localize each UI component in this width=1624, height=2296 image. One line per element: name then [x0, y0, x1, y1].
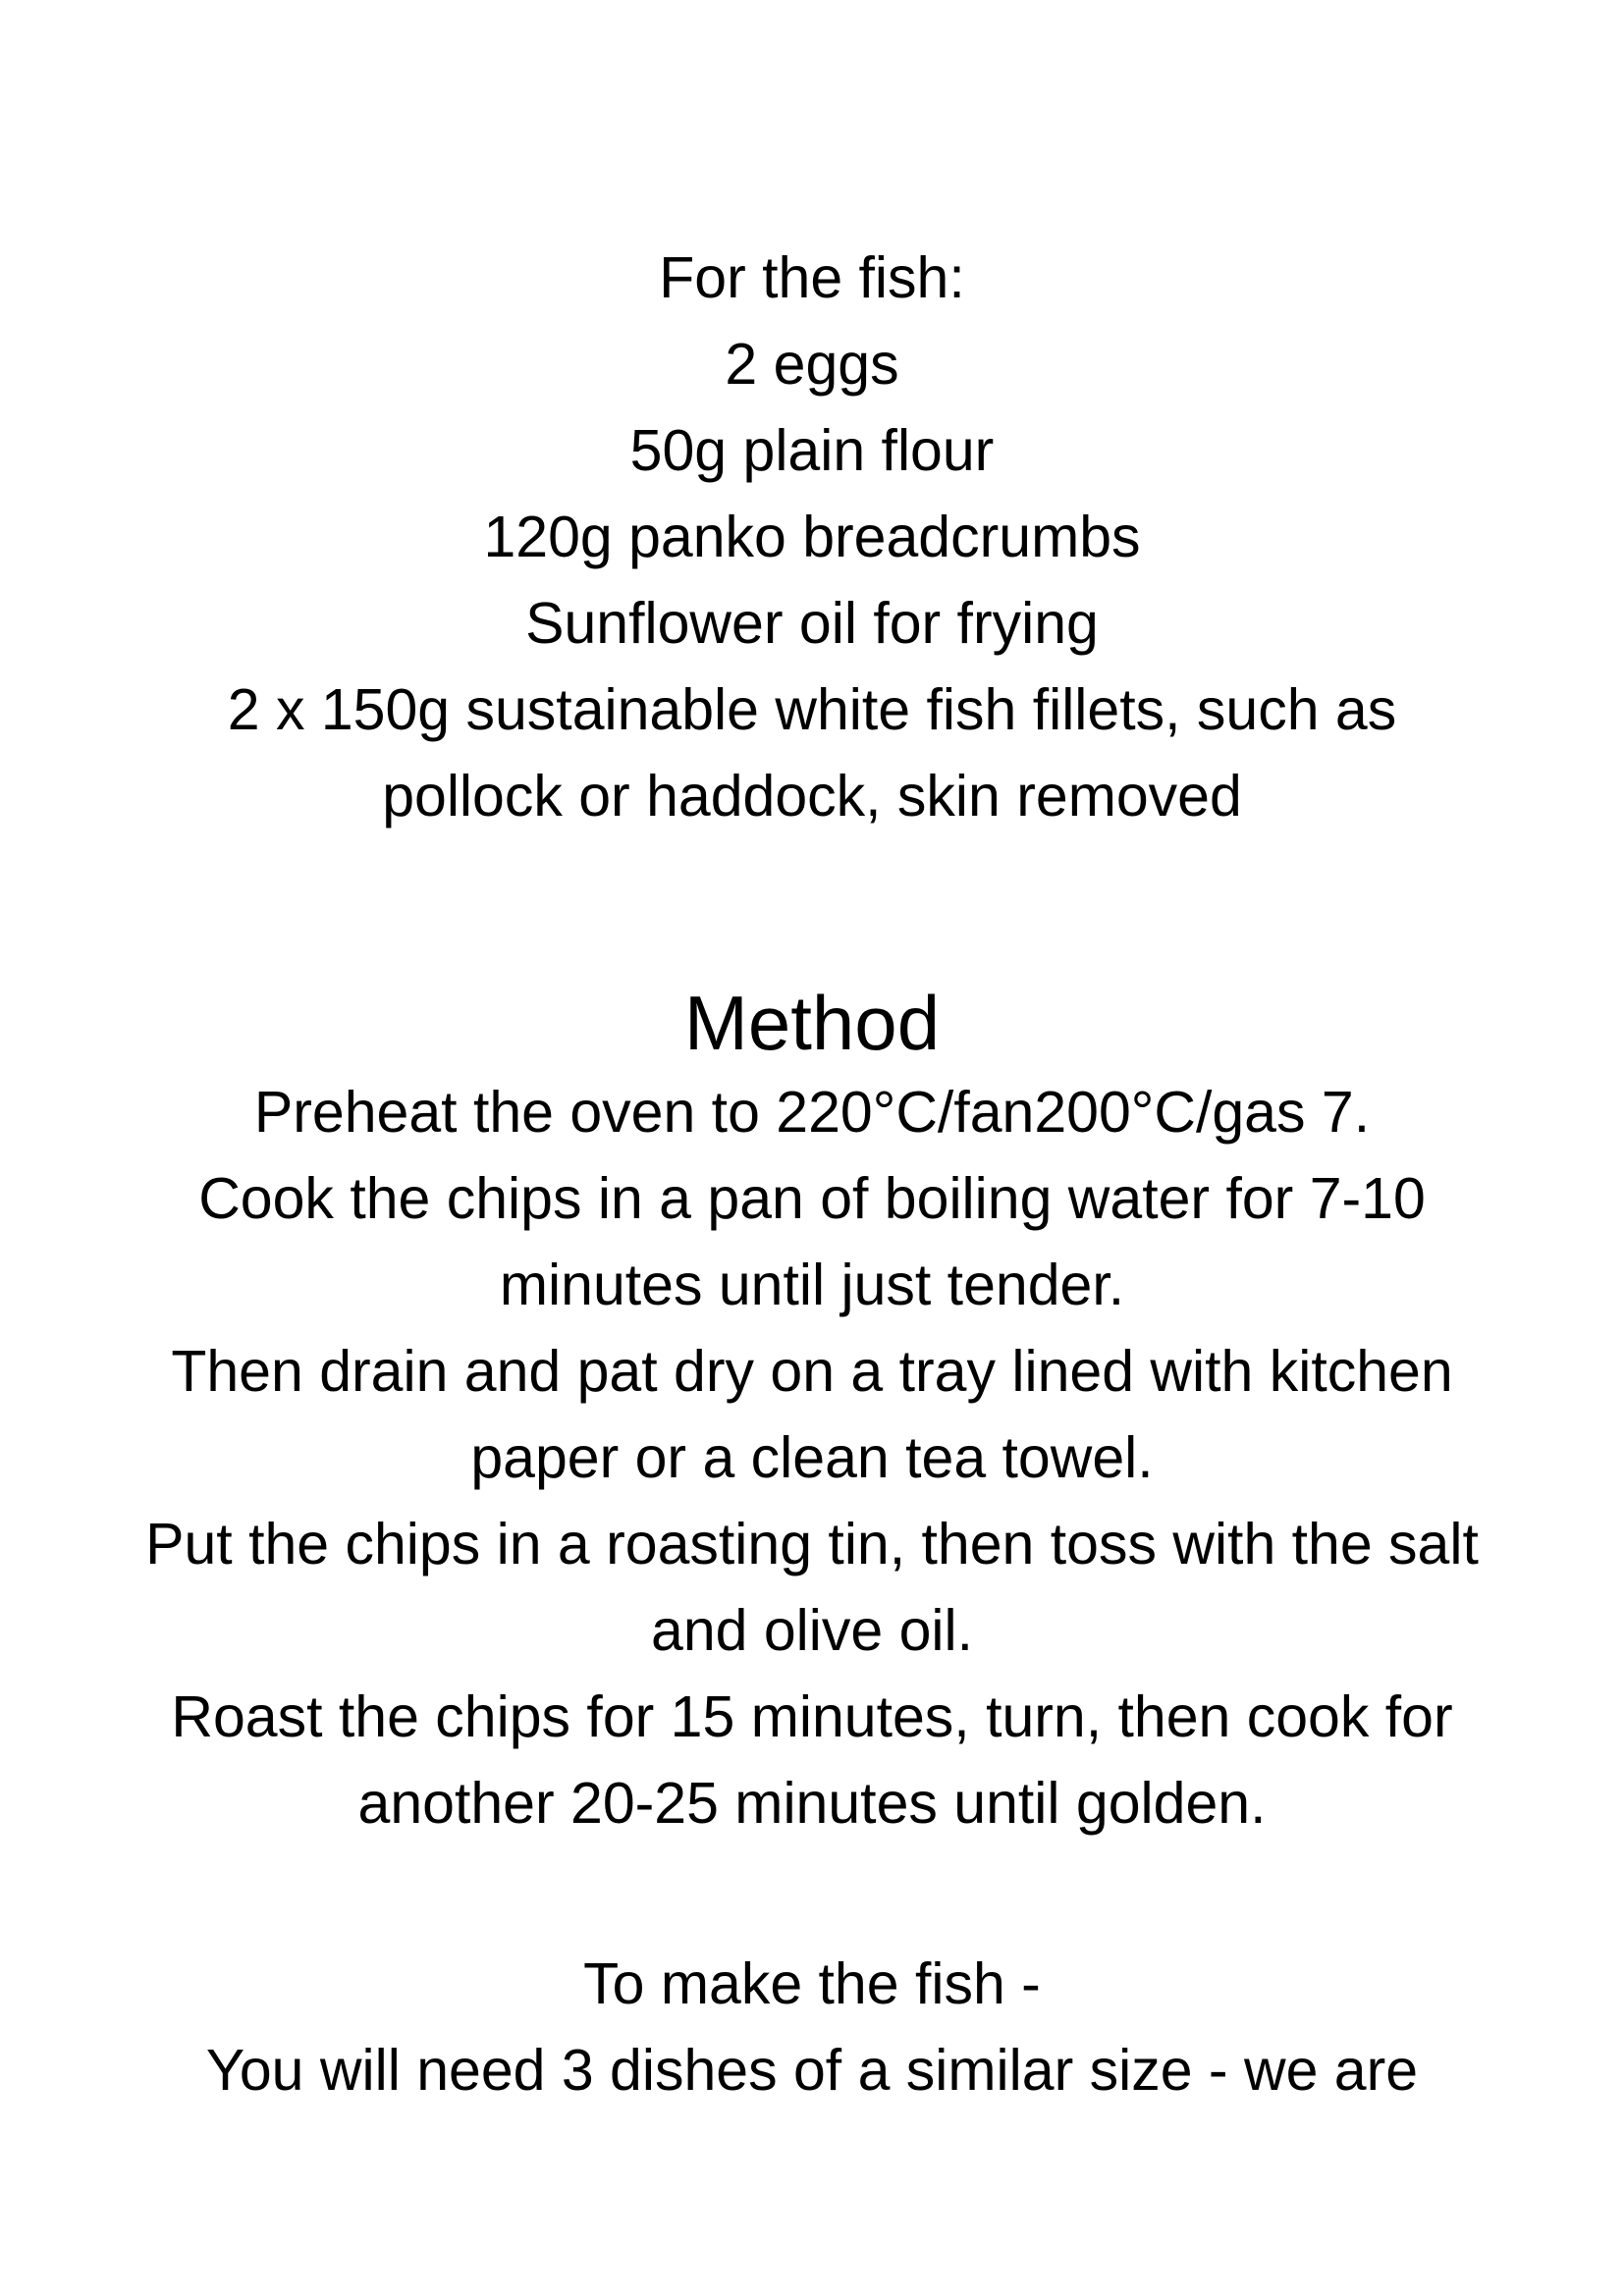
method-step-line: minutes until just tender. [499, 1253, 1125, 1317]
method-step-line: Cook the chips in a pan of boiling water for 7-10 [198, 1166, 1426, 1231]
method-step-line: Preheat the oven to 220°C/fan200°C/gas 7. [253, 1080, 1371, 1145]
fish-instructions-line: You will need 3 dishes of a similar size - we are [205, 2038, 1419, 2103]
method-step-line: paper or a clean tea towel. [470, 1425, 1154, 1490]
ingredient-line: 120g panko breadcrumbs [483, 505, 1141, 569]
fish-instructions-heading: To make the fish - [583, 1951, 1041, 2016]
ingredient-line: 2 eggs [725, 332, 899, 397]
method-step-line: Roast the chips for 15 minutes, turn, then cook for [171, 1684, 1453, 1749]
fish-instructions-section [98, 1941, 1526, 2113]
ingredients-heading: For the fish: [659, 245, 965, 310]
method-step-line: Then drain and pat dry on a tray lined with kitchen [171, 1339, 1453, 1404]
method-step-line: Put the chips in a roasting tin, then toss with the salt [145, 1512, 1479, 1576]
method-section [98, 977, 1526, 1846]
ingredient-line: Sunflower oil for frying [525, 591, 1099, 656]
ingredients-section [98, 0, 1526, 839]
ingredient-line: 50g plain flour [629, 418, 995, 483]
ingredient-line: 2 x 150g sustainable white fish fillets, such as [227, 677, 1397, 742]
method-step-line: another 20-25 minutes until golden. [357, 1771, 1267, 1836]
ingredient-line: pollock or haddock, skin removed [382, 764, 1242, 828]
method-heading: Method [683, 980, 941, 1066]
method-step-line: and olive oil. [651, 1598, 973, 1663]
